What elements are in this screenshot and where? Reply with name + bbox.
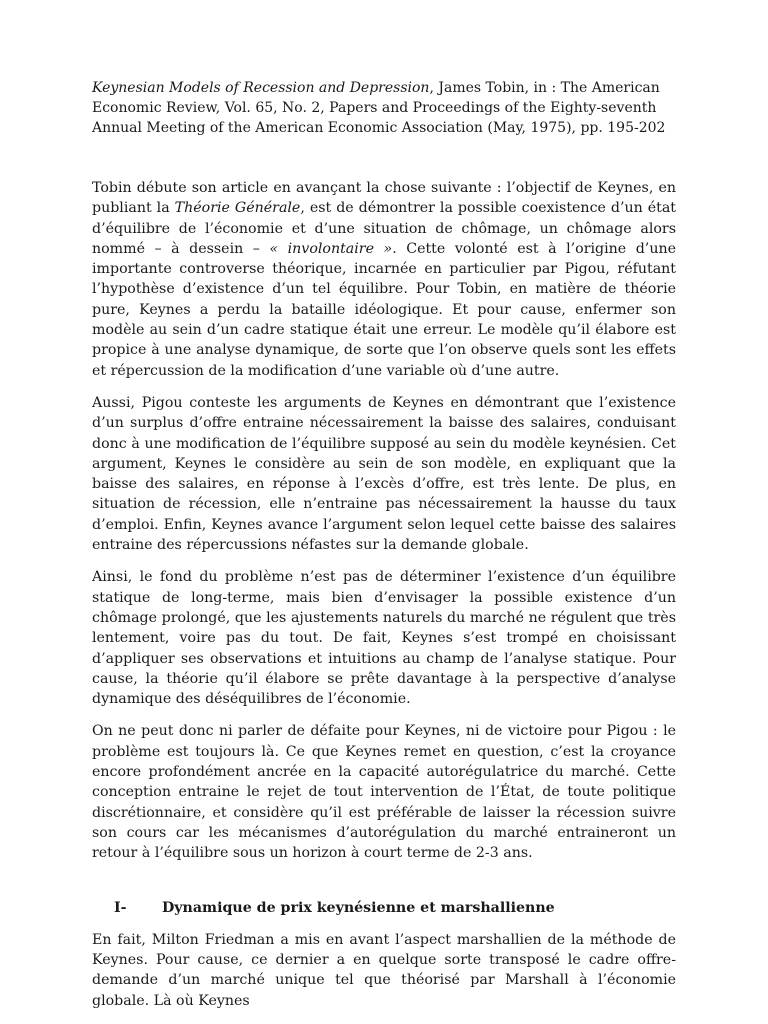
paragraph-1-text-c: . Cette volonté est à l’origine d’une importante controverse théorique, incarnée en particulier par Pigou, réfutant l’hypothèse d’existence d’un tel équilibre. Pour Tobin, en matière de théorie pure, Keynes a perdu la bataille idéologique. Et pour cause, enfermer son modèle au sein d’un cadre statique était une erreur. Le modèle qu’il élabore est propice à une analyse dynamique, de sorte que l’on observe quels sont les effets et répercussion de la modification d’une variable où d’une autre. [92,240,676,379]
paragraph-4: On ne peut donc ni parler de défaite pour Keynes, ni de victoire pour Pigou : le problème est toujours là. Ce que Keynes remet en question, c’est la croyance encore profondément ancrée en la capacité autorégulatrice du marché. Cette conception entraine le rejet de tout intervention de l’État, de toute politique discrétionnaire, et considère qu’il est préférable de laisser la récession suivre son cours car les mécanismes d’autorégulation du marché entraineront un retour à l’équilibre sous un horizon à court terme de 2-3 ans. [92,723,676,862]
section-title: Dynamique de prix keynésienne et marshallienne [162,899,555,916]
paragraph-3: Ainsi, le fond du problème n’est pas de déterminer l’existence d’un équilibre statique de long-terme, mais bien d’envisager la possible existence d’un chômage prolongé, que les ajustements naturels du marché ne régulent que très lentement, voire pas du tout. De fait, Keynes s’est trompé en choisissant d’appliquer ses observations et intuitions au champ de l’analyse statique. Pour cause, la théorie qu’il élabore se prête davantage à la perspective d’analyse dynamique des déséquilibres de l’économie. [92,569,676,708]
section-heading [92,898,676,918]
paragraph-5: En fait, Milton Friedman a mis en avant l’aspect marshallien de la méthode de Keynes. Pour cause, ce dernier a en quelque sorte transposé le cadre offre-demande d’un marché unique tel que théorisé par Marshall à l’économie globale. Là où Keynes [92,931,676,1009]
reference-details: , James Tobin, in : The American Economic Review, Vol. 65, No. 2, Papers and Proceedings of the Eighty-seventh Annual Meeting of the American Economic Association (May, 1975), pp. 195-202 [92,80,666,136]
paragraph-2: Aussi, Pigou conteste les arguments de Keynes en démontrant que l’existence d’un surplus d’offre entraine nécessairement la baisse des salaires, conduisant donc à une modification de l’équilibre supposé au sein du modèle keynésien. Cet argument, Keynes le considère au sein de son modèle, en expliquant que la baisse des salaires, en réponse à l’excès d’offre, est très lente. De plus, en situation de récession, elle n’entraine pas nécessairement la hausse du taux d’emploi. Enfin, Keynes avance l’argument selon lequel cette baisse des salaires entraine des répercussions néfastes sur la demande globale. [92,394,676,554]
document-body [92,178,676,1023]
bibliographic-reference [92,78,676,138]
involuntary-term: « involontaire » [269,240,393,257]
section-number: I- [114,899,127,916]
paragraph-1 [92,178,676,381]
book-title: Théorie Générale [174,200,301,217]
paragraph-1-text-b: , est de démontrer la possible coexistence d’un état d’équilibre de l’économie et d’une situation de chômage, un chômage alors nommé – à dessein – [92,200,677,257]
paragraph-1-text-a: Tobin débute son article en avançant la chose suivante : l’objectif de Keynes, en publiant la [92,180,676,217]
article-title: Keynesian Models of Recession and Depression [92,80,430,96]
